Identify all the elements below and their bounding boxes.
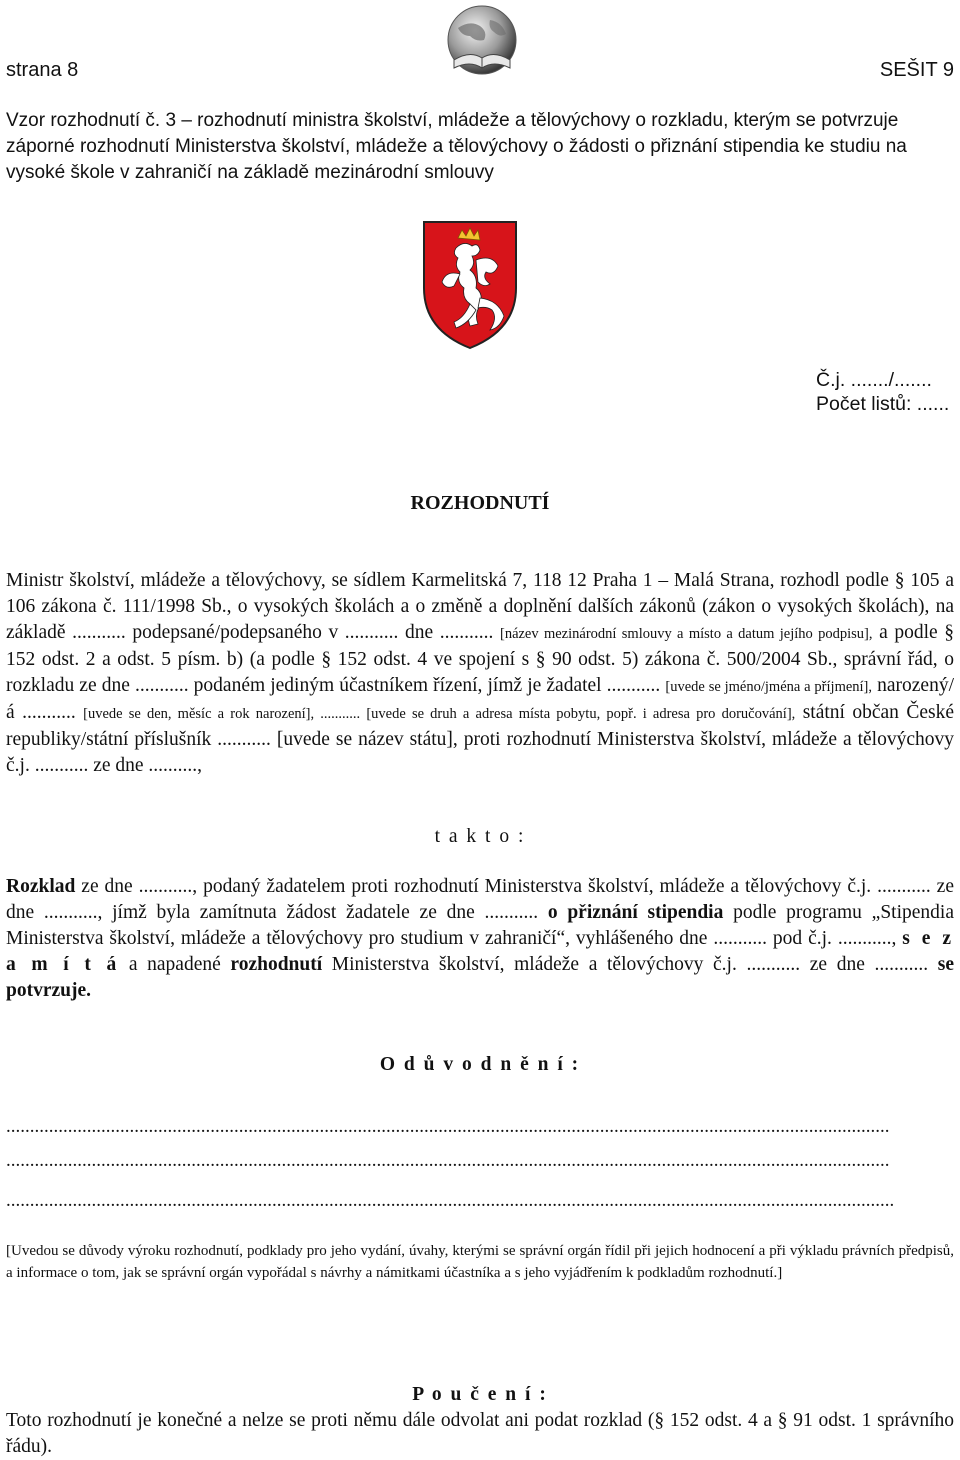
verdict-stipend: o přiznání stipendia — [547, 902, 724, 923]
verdict-part-d: podle programu „Stipendia Ministerstva školství, mládeže a tělovýchovy pro studium v zahraničí“, vyhlášeného dne ........... pod č.j. ..........., — [6, 902, 954, 949]
intro-part-c: a podle § 152 odst. 2 a odst. 5 písm. b) (a podle § 152 odst. 4 ve spojení s § 90 odst. 5) zákona č. 500/2004 Sb., správní řád, o rozkladu ze dne ........... podaném jediným účastníkem řízení, jímž je žadatel ........... — [6, 622, 954, 696]
intro-part-g: státní občan České republiky/státní příslušník ........... [uvede se název státu], proti rozhodnutí Ministerstva školství, mládeže a tělovýchovy č.j. ........... ze dne .........., — [6, 702, 954, 776]
dotted-line: .......................................................................................................................................................................................... — [6, 1116, 890, 1137]
verdict-rejected: s e z a m í t á — [6, 928, 954, 975]
verdict-paragraph — [6, 874, 954, 1004]
instruction-text: Toto rozhodnutí je konečné a nelze se proti němu dále odvolat ani podat rozklad (§ 152 odst. 4 a § 91 odst. 1 správního řádu). — [6, 1410, 954, 1457]
takto-heading: t a k t o : — [434, 826, 526, 847]
verdict-part-f: a napadené — [119, 954, 231, 975]
reference-number: Č.j. ......./....... — [816, 369, 932, 391]
intro-part-d: [uvede se jméno/jména a příjmení], — [665, 679, 873, 695]
intro-part-f: [uvede se den, měsíc a rok narození], ........... [uvede se druh a adresa místa pobytu, popř. i adresa pro doručování], — [83, 706, 796, 722]
sheet-count: Počet listů: ...... — [816, 393, 950, 415]
czech-coat-of-arms — [420, 218, 520, 350]
justification-heading: O d ů v o d n ě n í : — [379, 1054, 581, 1075]
decision-intro — [6, 568, 954, 779]
globe-book-logo — [440, 2, 524, 86]
intro-part-b: [název mezinárodní smlouvy a místo a datum jejího podpisu], — [499, 626, 873, 642]
document-title: Vzor rozhodnutí č. 3 – rozhodnutí ministra školství, mládeže a tělovýchovy o rozkladu, kterým se potvrzuje záporné rozhodnutí Ministerstva školství, mládeže a tělovýchovy o žádosti o přiznání stipendia ke studiu na vysoké škole v zahraničí na základě mezinárodní smlouvy — [6, 110, 907, 183]
dotted-line: .......................................................................................................................................................................................... — [6, 1150, 890, 1171]
verdict-decision: rozhodnutí — [230, 954, 323, 975]
justification-note: [Uvedou se důvody výroku rozhodnutí, podklady pro jeho vydání, úvahy, kterými se správní orgán řídil při jejich hodnocení a při výkladu právních předpisů, a informace o tom, jak se správní orgán vypořádal s návrhy a námitkami účastníka a s jeho vyjádřením k podkladům rozhodnutí.] — [6, 1243, 954, 1281]
verdict-rozklad: Rozklad — [6, 876, 76, 897]
verdict-part-h: Ministerstva školství, mládeže a tělovýchovy č.j. ........... ze dne ........... — [322, 954, 938, 975]
page-number: strana 8 — [6, 59, 79, 81]
verdict-part-b: ze dne ..........., podaný žadatelem proti rozhodnutí Ministerstva školství, mládeže a tělovýchovy č.j. ........... ze dne ..........., jímž byla zamítnuta žádost žadatele ze dne ........... — [6, 876, 954, 923]
dotted-line: ........................................................................................................................................................................................... — [6, 1190, 895, 1211]
instruction-heading: P o u č e n í : — [412, 1384, 548, 1405]
intro-part-e: narozený/á ........... — [6, 675, 954, 723]
intro-part-a: Ministr školství, mládeže a tělovýchovy, se sídlem Karmelitská 7, 118 12 Praha 1 – Malá Strana, rozhodl podle § 105 a 106 zákona č. 111/1998 Sb., o vysokých školách a o změně a doplnění dalších zákonů (zákon o vysokých školách), na základě ........... podepsané/podepsaného v ........... dne ........... — [6, 570, 954, 643]
issue-label: SEŠIT 9 — [879, 59, 954, 81]
verdict-confirmed: se potvrzuje. — [6, 954, 955, 1001]
decision-heading: ROZHODNUTÍ — [410, 492, 550, 514]
reference-block — [816, 368, 949, 416]
